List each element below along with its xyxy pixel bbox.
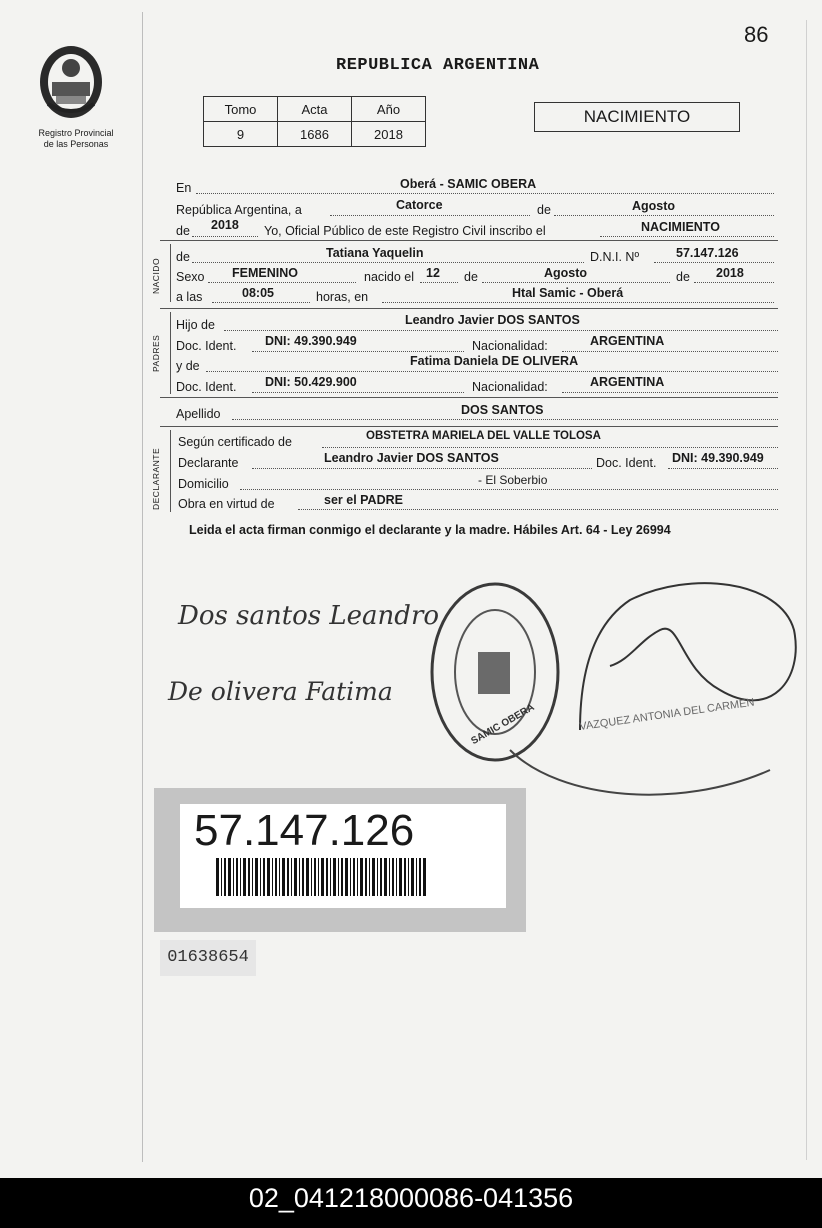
act-type-box: NACIMIENTO	[534, 102, 740, 132]
section-rule	[160, 397, 778, 398]
value-hora: 08:05	[242, 286, 274, 300]
dotted-line	[654, 262, 774, 263]
label-a-las: a las	[176, 290, 203, 304]
value-nombre: Tatiana Yaquelin	[326, 246, 424, 260]
dotted-line	[252, 351, 464, 352]
footer-code: 02_041218000086-041356	[248, 1183, 574, 1213]
label-hijo-de: Hijo de	[176, 318, 215, 332]
label-en: En	[176, 181, 192, 195]
registry-caption-line2: de las Personas	[43, 139, 109, 149]
value-lugar: Oberá - SAMIC OBERA	[400, 177, 537, 191]
value-padre-doc: DNI: 49.390.949	[265, 334, 357, 348]
official-stamp-text: VAZQUEZ ANTONIA DEL CARMEN	[578, 696, 756, 733]
label-de-anio2: de	[676, 270, 690, 284]
value-mes: Agosto	[632, 199, 676, 213]
label-nacido-el: nacido el	[364, 270, 415, 284]
province-coat-of-arms-icon	[38, 44, 104, 120]
registry-caption-line1: Registro Provincial	[38, 128, 114, 138]
section-rule	[160, 308, 778, 309]
dotted-line	[482, 282, 670, 283]
dotted-line	[192, 262, 584, 263]
dotted-line	[240, 489, 778, 490]
label-de-mes: de	[537, 203, 551, 217]
dotted-line	[206, 371, 778, 372]
footer-bar	[0, 1178, 822, 1228]
section-bar	[170, 430, 171, 512]
dotted-line	[196, 193, 774, 194]
value-anio: 2018	[211, 218, 239, 232]
page-number: 86	[744, 22, 769, 47]
dotted-line	[252, 392, 464, 393]
label-declarante: Declarante	[178, 456, 239, 470]
section-label-padres: PADRES	[151, 334, 161, 372]
dotted-line	[192, 236, 258, 237]
value-apellido: DOS SANTOS	[461, 403, 544, 417]
label-y-de: y de	[176, 359, 200, 373]
document-title: REPUBLICA ARGENTINA	[336, 56, 540, 75]
value-obra-en-virtud: ser el PADRE	[324, 493, 403, 507]
value-padre-nac: ARGENTINA	[590, 334, 665, 348]
dotted-line	[668, 468, 778, 469]
barcode-panel	[180, 804, 506, 908]
label-republica: República Argentina, a	[176, 203, 302, 217]
value-domicilio: - El Soberbio	[478, 473, 548, 487]
value-certificado: OBSTETRA MARIELA DEL VALLE TOLOSA	[366, 430, 601, 442]
section-label-declarante: DECLARANTE	[151, 447, 161, 510]
dotted-line	[212, 302, 310, 303]
label-sexo: Sexo	[176, 270, 205, 284]
dotted-line	[382, 302, 774, 303]
serial-number: 01638654	[160, 940, 256, 976]
seal-center-text: SAMIC OBERA	[469, 702, 537, 748]
section-rule	[160, 240, 778, 241]
label-de-dia: de	[464, 270, 478, 284]
dotted-line	[600, 236, 774, 237]
dotted-line	[224, 330, 778, 331]
label-obra-en-virtud: Obra en virtud de	[178, 497, 275, 511]
dotted-line	[562, 351, 778, 352]
dotted-line	[330, 215, 530, 216]
official-signature-stroke	[510, 750, 770, 795]
value-declarante: Leandro Javier DOS SANTOS	[324, 451, 499, 465]
dotted-line	[420, 282, 458, 283]
label-doc-ident-2: Doc. Ident.	[176, 380, 237, 394]
label-segun-certificado: Según certificado de	[178, 435, 292, 449]
mother-signature: De olivera Fatima	[168, 677, 393, 706]
tomo-value: 9	[204, 122, 278, 147]
dotted-line	[562, 392, 778, 393]
value-dia-nac: 12	[426, 266, 440, 280]
label-de-anio: de	[176, 224, 190, 238]
value-madre-doc: DNI: 50.429.900	[265, 375, 357, 389]
label-nacionalidad-1: Nacionalidad:	[472, 339, 548, 353]
father-signature: Dos santos Leandro	[178, 601, 440, 631]
anio-value: 2018	[352, 122, 426, 147]
barcode-label	[154, 788, 526, 932]
signatures-and-seal	[160, 560, 810, 820]
label-de-nombre: de	[176, 250, 190, 264]
reading-note: Leida el acta firman conmigo el declarante y la madre. Hábiles Art. 64 - Ley 26994	[189, 523, 671, 537]
value-madre: Fatima Daniela DE OLIVERA	[410, 354, 579, 368]
dotted-line	[298, 509, 778, 510]
barcode-icon	[216, 858, 426, 896]
value-lugar-nac: Htal Samic - Oberá	[512, 286, 624, 300]
margin-line	[142, 12, 143, 1162]
value-dia-letras: Catorce	[396, 198, 443, 212]
label-apellido: Apellido	[176, 407, 221, 421]
label-dni: D.N.I. Nº	[590, 250, 640, 264]
value-declarante-doc: DNI: 49.390.949	[672, 451, 764, 465]
value-padre: Leandro Javier DOS SANTOS	[405, 313, 580, 327]
volume-act-year-table	[203, 96, 426, 147]
registry-caption	[20, 128, 132, 150]
barcode-number: 57.147.126	[194, 806, 415, 855]
value-madre-nac: ARGENTINA	[590, 375, 665, 389]
value-dni: 57.147.126	[676, 246, 739, 260]
dotted-line	[208, 282, 356, 283]
dotted-line	[232, 419, 778, 420]
seal-emblem-icon	[478, 652, 510, 694]
label-nacionalidad-2: Nacionalidad:	[472, 380, 548, 394]
acta-value: 1686	[278, 122, 352, 147]
dotted-line	[554, 215, 774, 216]
value-sexo: FEMENINO	[232, 266, 298, 280]
section-bar	[170, 244, 171, 302]
label-doc-ident-1: Doc. Ident.	[176, 339, 237, 353]
value-anio-nac: 2018	[716, 266, 744, 280]
tomo-header: Tomo	[204, 97, 278, 122]
value-tipo: NACIMIENTO	[641, 220, 720, 234]
value-mes-nac: Agosto	[544, 266, 588, 280]
label-domicilio: Domicilio	[178, 477, 229, 491]
section-bar	[170, 312, 171, 394]
section-rule	[160, 426, 778, 427]
dotted-line	[694, 282, 774, 283]
label-horas-en: horas, en	[316, 290, 369, 304]
acta-header: Acta	[278, 97, 352, 122]
label-yo-oficial: Yo, Oficial Público de este Registro Civil inscribo el	[264, 224, 546, 238]
anio-header: Año	[352, 97, 426, 122]
dotted-line	[322, 447, 778, 448]
dotted-line	[252, 468, 592, 469]
label-doc-ident-3: Doc. Ident.	[596, 456, 657, 470]
section-label-nacido: NACIDO	[151, 257, 161, 294]
